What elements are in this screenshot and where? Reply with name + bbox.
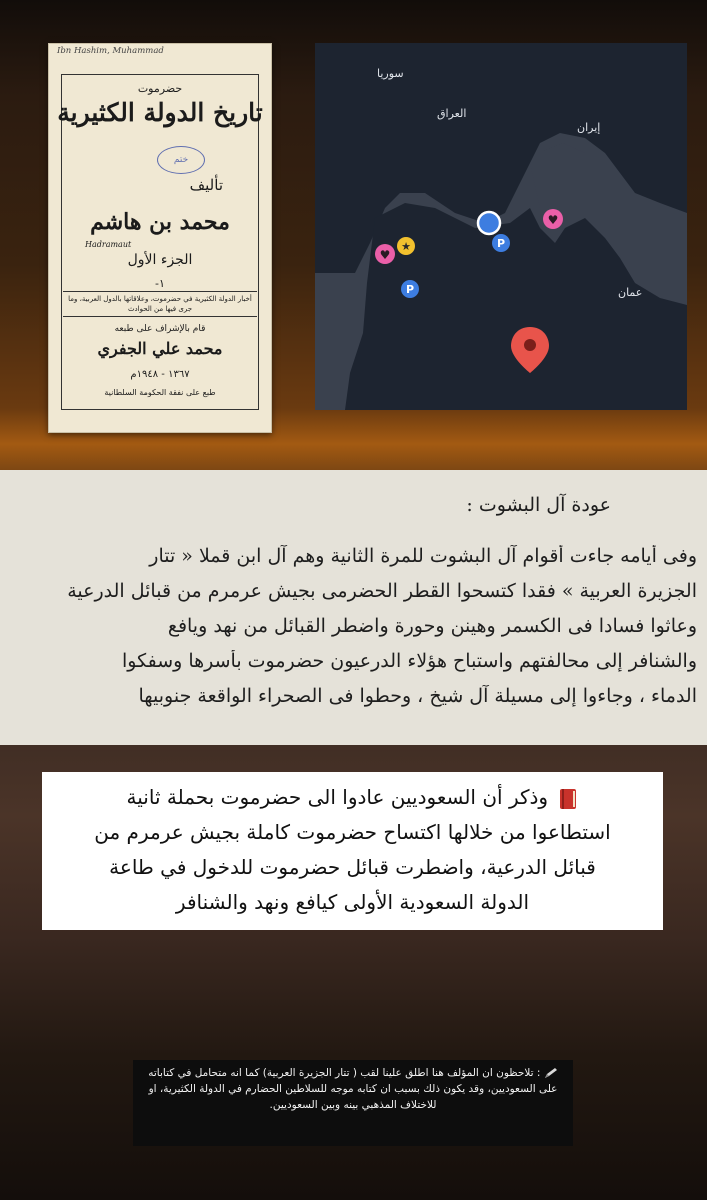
quote-line: الدولة السعودية الأولى كيافع ونهد والشنافر [175, 890, 530, 914]
scan-line: الدماء ، وجاءوا إلى مسيلة آل شيخ ، وحطوا فى الصحراء الواقعة جنوبيها [138, 685, 697, 707]
cover-description: أخبار الدولة الكثيرية في حضرموت، وعلاقاتها بالدول العربية، وما جرى فيها من الحوادث [63, 291, 257, 317]
quote-line: قبائل الدرعية، واضطرت قبائل حضرموت للدخول في طاعة [109, 855, 596, 879]
pin-blue-parking-icon-2[interactable] [401, 280, 419, 298]
scan-line: وفى أيامه جاءت أقوام آل البشوت للمرة الثانية وهم آل ابن قملا « تتار [149, 545, 697, 567]
cover-author-label: تأليف [189, 176, 223, 194]
svg-text:P: P [496, 237, 506, 250]
cover-region: حضرموت [137, 82, 183, 95]
map-label-oman: عمان [618, 286, 643, 299]
cover-year: ١٣٦٧ - ١٩٤٨م [130, 369, 190, 380]
book-cover-image [48, 43, 272, 433]
cover-supervisor: محمد علي الجفري [97, 339, 223, 358]
svg-text:♥: ♥ [547, 213, 559, 227]
map-label-iran: إيران [577, 121, 601, 134]
cover-title: تاريخ الدولة الكثيرية [57, 98, 263, 127]
svg-text:♥: ♥ [379, 248, 391, 262]
cover-supervision: قام بالإشراف على طبعه [114, 324, 206, 334]
cover-author: محمد بن هاشم [90, 209, 230, 235]
note-caption [133, 1060, 573, 1146]
cover-part: الجزء الأول [127, 252, 193, 268]
cover-stamp: ختم [157, 146, 205, 174]
cover-signature: Ibn Hashim, Muhammad [57, 46, 164, 56]
scan-heading: عودة آل البشوت : [466, 494, 611, 516]
pin-blue-location-icon[interactable] [478, 212, 500, 234]
pin-pink-heart-icon-2[interactable] [375, 244, 395, 264]
pin-yellow-star-icon[interactable] [397, 237, 415, 255]
quote-line: استطاعوا من خلالها اكتساح حضرموت كاملة بجيش عرمرم من [94, 820, 611, 844]
scan-line: وعاثوا فسادا فى الكسمر وهينن وحورة واضطر القبائل من نهد ويافع [167, 615, 697, 637]
scanned-book-page [0, 470, 707, 745]
cover-part-number: ١- [155, 277, 165, 290]
quote-line: وذكر أن السعوديين عادوا الى حضرموت بحملة ثانية [52, 780, 653, 815]
quote-box [42, 772, 663, 930]
red-book-icon [558, 787, 578, 811]
pin-pink-heart-icon[interactable] [543, 209, 563, 229]
svg-text:★: ★ [401, 240, 411, 253]
scan-line: الجزيرة العربية » فقدا كتسحوا القطر الحضرمى بجيش عرمرم من قبائل الدرعية [67, 580, 697, 602]
pen-icon [544, 1067, 558, 1079]
map-label-iraq: العراق [437, 107, 467, 120]
map-canvas [315, 43, 687, 410]
scan-line: والشنافر إلى محالفتهم واستباح هؤلاء الدرعيون حضرموت بأسرها وسفكوا [122, 650, 697, 672]
cover-region-latin: Hadramaut [85, 240, 132, 249]
svg-text:P: P [405, 283, 415, 296]
note-text: : تلاحظون ان المؤلف هنا اطلق علينا لقب ( تتار الجزيرة العربية) كما انه متحامل في كتاباته على السعوديين، وقد يكون ذلك بسبب ان كتابه موجه للسلاطين الحضارم في الدولة الكثيرية، او للاختلاف المذهبي بينه وبين السعوديين. [148, 1067, 558, 1111]
map-label-syria: سوريا [377, 67, 404, 80]
map-view[interactable] [315, 43, 687, 410]
cover-printer: طبع على نفقة الحكومة السلطانية [104, 388, 216, 397]
pin-blue-parking-icon[interactable] [492, 234, 510, 252]
